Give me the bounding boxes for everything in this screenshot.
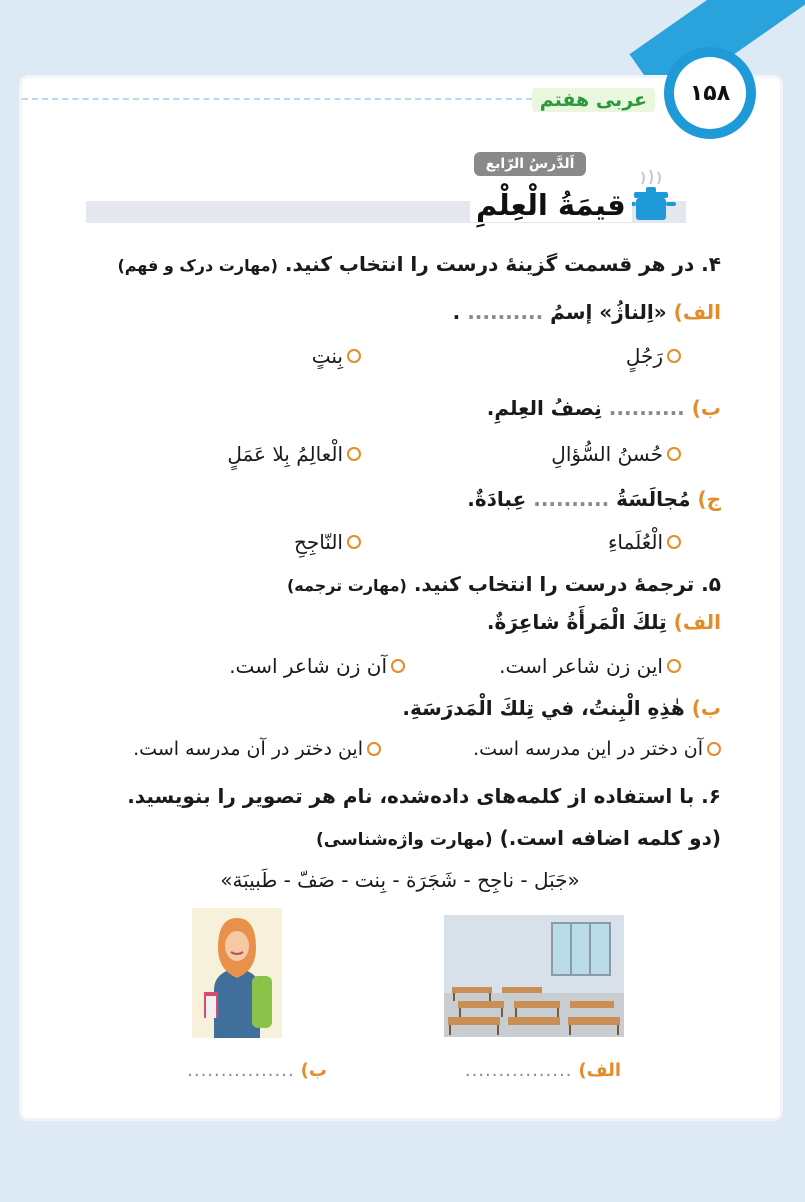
q5a-option-1[interactable]	[499, 654, 681, 678]
q5b-text: هٰذِهِ الْبِنتُ، في تِلكَ الْمَدرَسَةِ.	[402, 696, 685, 720]
q5b-question	[402, 696, 721, 720]
q5b-option-1-label: آن دختر در این مدرسه است.	[473, 738, 703, 760]
q5a-question	[487, 610, 721, 634]
q4c-option-1[interactable]	[608, 530, 681, 554]
q4c-option-1-label: الْعُلَماءِ	[608, 530, 663, 554]
q6-skill: (مهارت واژه‌شناسی)	[315, 830, 493, 850]
q4b-option-1[interactable]	[551, 442, 681, 466]
q4a-option-2[interactable]	[312, 344, 361, 368]
q5-instruction	[287, 572, 721, 596]
q6-instruction: ۶. با استفاده از کلمه‌های داده‌شده، نام هر تصویر را بنویسید.	[127, 784, 721, 808]
q4b-option-2-label: الْعالِمُ بِلا عَمَلٍ	[227, 442, 343, 466]
q6-note-line	[316, 826, 721, 850]
classroom-picture	[444, 915, 624, 1037]
q5a-option-2[interactable]	[229, 654, 405, 678]
q4a-end: .	[452, 300, 461, 324]
answer-b[interactable]	[187, 1060, 327, 1081]
q4a-question	[453, 300, 721, 324]
radio-circle-icon[interactable]	[667, 535, 681, 549]
lesson-tag: اَلدَّرسُ الرّابع	[474, 152, 586, 176]
girl-student-picture	[192, 908, 282, 1038]
radio-circle-icon[interactable]	[391, 659, 405, 673]
q4-instruction-text: ۴. در هر قسمت گزینهٔ درست را انتخاب کنید.	[284, 252, 721, 276]
q4c-option-2-label: النّاجِحِ	[293, 530, 343, 554]
q5a-option-1-label: این زن شاعر است.	[499, 654, 663, 678]
q5a-label: الف)	[673, 610, 721, 634]
q4b-dots: ..........	[608, 396, 685, 420]
q4b-option-2[interactable]	[227, 442, 361, 466]
radio-circle-icon[interactable]	[707, 742, 721, 756]
radio-circle-icon[interactable]	[367, 742, 381, 756]
q4a-option-1-label: رَجُلٍ	[625, 344, 663, 368]
page-number: ۱۵۸	[674, 57, 746, 129]
q4c-text-1: مُجالَسَةُ	[616, 487, 691, 511]
worksheet-page	[22, 78, 780, 1118]
radio-circle-icon[interactable]	[667, 447, 681, 461]
q5b-option-2-label: این دختر در آن مدرسه است.	[133, 738, 363, 760]
q4b-text: نِصفُ العِلمِ.	[486, 396, 602, 420]
radio-circle-icon[interactable]	[667, 349, 681, 363]
subject-title: عربی هفتم	[532, 88, 655, 112]
header-stripe	[22, 98, 542, 100]
q4a-dots: ..........	[467, 300, 544, 324]
q4c-option-2[interactable]	[294, 530, 361, 554]
q4b-question	[487, 396, 721, 420]
q5b-option-2[interactable]	[133, 738, 381, 760]
word-bank: «جَبَل - ناجِح - شَجَرَة - بِنت - صَفّ - طَبیبَة»	[220, 868, 580, 892]
q4c-label: ج)	[697, 487, 721, 511]
q5b-option-1[interactable]	[473, 738, 721, 760]
q4a-label: الف)	[673, 300, 721, 324]
q4c-dots: ..........	[533, 487, 610, 511]
answer-a-label: الف)	[578, 1060, 621, 1081]
q4-skill: (مهارت درک و فهم)	[117, 256, 278, 275]
q4b-option-1-label: حُسنُ السُّؤالِ	[551, 442, 663, 466]
q6-note: (دو کلمه اضافه است.)	[499, 826, 721, 850]
q5b-label: ب)	[691, 696, 721, 720]
q4-instruction	[117, 252, 721, 276]
q4a-text: «اِلناژُ» إسمُ	[550, 300, 667, 324]
radio-circle-icon[interactable]	[347, 535, 361, 549]
radio-circle-icon[interactable]	[667, 659, 681, 673]
q5-instruction-text: ۵. ترجمهٔ درست را انتخاب کنید.	[413, 572, 721, 596]
q5-skill: (مهارت ترجمه)	[286, 576, 407, 595]
q5a-text: تِلكَ الْمَرأَةُ شاعِرَةٌ.	[486, 610, 667, 634]
q5a-option-2-label: آن زن شاعر است.	[229, 654, 387, 678]
q4a-option-2-label: بِنتٍ	[311, 344, 343, 368]
radio-circle-icon[interactable]	[347, 447, 361, 461]
q4c-text-2: عِبادَةٌ.	[467, 487, 527, 511]
q4c-question	[467, 487, 721, 511]
answer-b-blank[interactable]: ................	[187, 1060, 295, 1081]
radio-circle-icon[interactable]	[347, 349, 361, 363]
q4a-option-1[interactable]	[626, 344, 681, 368]
answer-a[interactable]	[465, 1060, 621, 1081]
answer-b-label: ب)	[300, 1060, 327, 1081]
answer-a-blank[interactable]: ................	[464, 1060, 573, 1081]
q4b-label: ب)	[691, 396, 721, 420]
lesson-title: قیمَةُ الْعِلْمِ	[470, 188, 632, 222]
